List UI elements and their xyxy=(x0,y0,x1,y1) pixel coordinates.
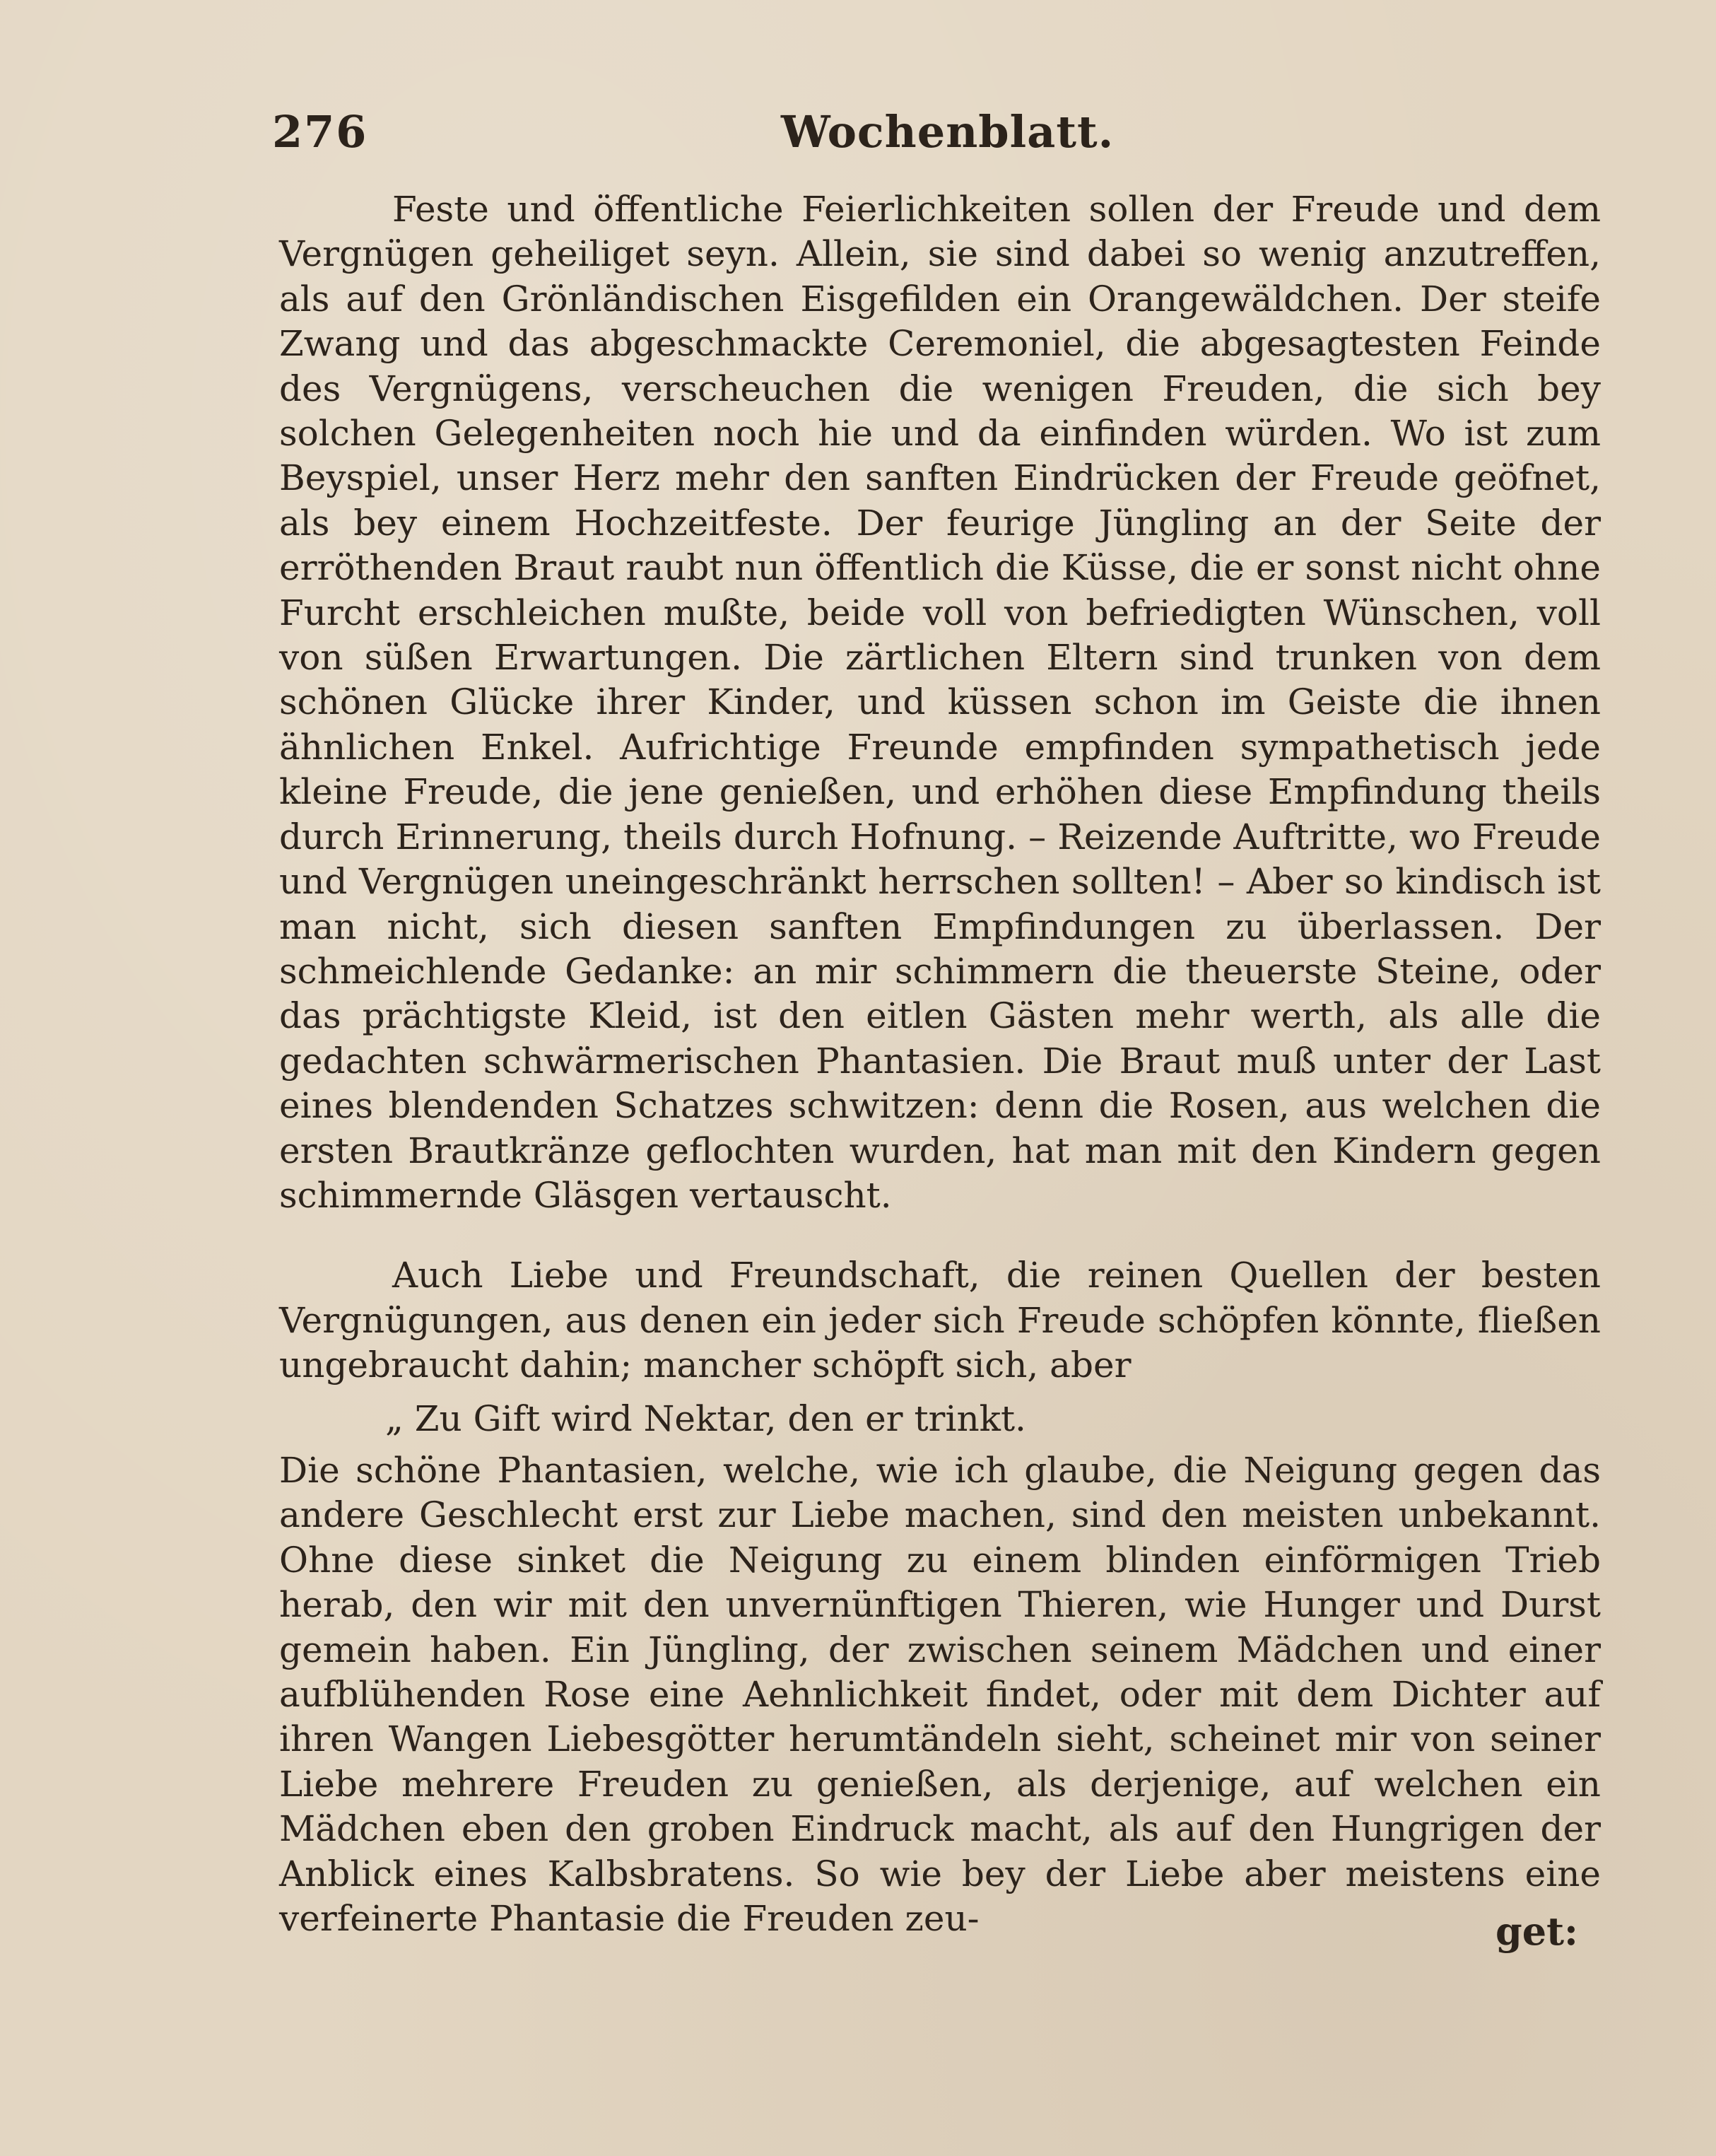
verse-quote: „ Zu Gift wird Nektar, den er trinkt. xyxy=(385,1398,1026,1439)
page-number: 276 xyxy=(272,106,368,158)
page-header xyxy=(272,106,1597,163)
running-head: Wochenblatt. xyxy=(781,106,1115,158)
paragraph-1: Feste und öffentliche Feierlichkeiten sollen der Freude und dem Vergnügen geheiliget seyn. Allein, sie sind dabei so wenig anzutreffen, als auf den Grönländischen Eisgefilden ein Orangewäldchen. Der steife Zwang und das abgeschmackte Ceremoniel, die abgesagtesten Feinde des Vergnügens, verscheuchen die wenigen Freuden, die sich bey solchen Gelegenheiten noch hie und da einfinden würden. Wo ist zum Beyspiel, unser Herz mehr den sanften Eindrücken der Freude geöfnet, als bey einem Hochzeitfeste. Der feurige Jüngling an der Seite der erröthenden Braut raubt nun öffentlich die Küsse, die er sonst nicht ohne Furcht erschleichen mußte, beide voll von befriedigten Wünschen, voll von süßen Erwartungen. Die zärtlichen Eltern sind trunken von dem schönen Glücke ihrer Kinder, und küssen schon im Geiste die ihnen ähnlichen Enkel. Aufrichtige Freunde empfinden sympathetisch jede kleine Freude, die jene genießen, und erhöhen diese Empfindung theils durch Erinnerung, theils durch Hofnung. – Reizende Auftritte, wo Freude und Vergnügen uneingeschränkt herrschen sollten! – Aber so kindisch ist man nicht, sich diesen sanften Empfindungen zu überlassen. Der schmeichlende Gedanke: an mir schimmern die theuerste Steine, oder das prächtigste Kleid, ist den eitlen Gästen mehr werth, als alle die gedachten schwärmerischen Phantasien. Die Braut muß unter der Last eines blendenden Schatzes schwitzen: denn die Rosen, aus welchen die ersten Brautkränze geflochten wurden, hat man mit den Kindern gegen schimmernde Gläsgen vertauscht. xyxy=(279,189,1601,1216)
paragraph-2: Auch Liebe und Freundschaft, die reinen Quellen der besten Vergnügungen, aus denen ein jeder sich Freude schöpfen könnte, fließen ungebraucht dahin; mancher schöpft sich, aber xyxy=(279,1255,1601,1386)
body-text xyxy=(279,187,1601,1941)
paragraph-3: Die schöne Phantasien, welche, wie ich glaube, die Neigung gegen das andere Geschlecht erst zur Liebe machen, sind den meisten unbekannt. Ohne diese sinket die Neigung zu einem blinden einförmigen Trieb herab, den wir mit den unvernünftigen Thieren, wie Hunger und Durst gemein haben. Ein Jüngling, der zwischen seinem Mädchen und einer aufblühenden Rose eine Aehnlichkeit findet, oder mit dem Dichter auf ihren Wangen Liebesgötter herumtändeln sieht, scheinet mir von seiner Liebe mehrere Freuden zu genießen, als derjenige, auf welchen ein Mädchen eben den groben Eindruck macht, als auf den Hungrigen der Anblick eines Kalbsbratens. So wie bey der Liebe aber meistens eine verfeinerte Phantasie die Freuden zeu- xyxy=(279,1449,1601,1940)
catchword: get: xyxy=(1495,1909,1578,1954)
